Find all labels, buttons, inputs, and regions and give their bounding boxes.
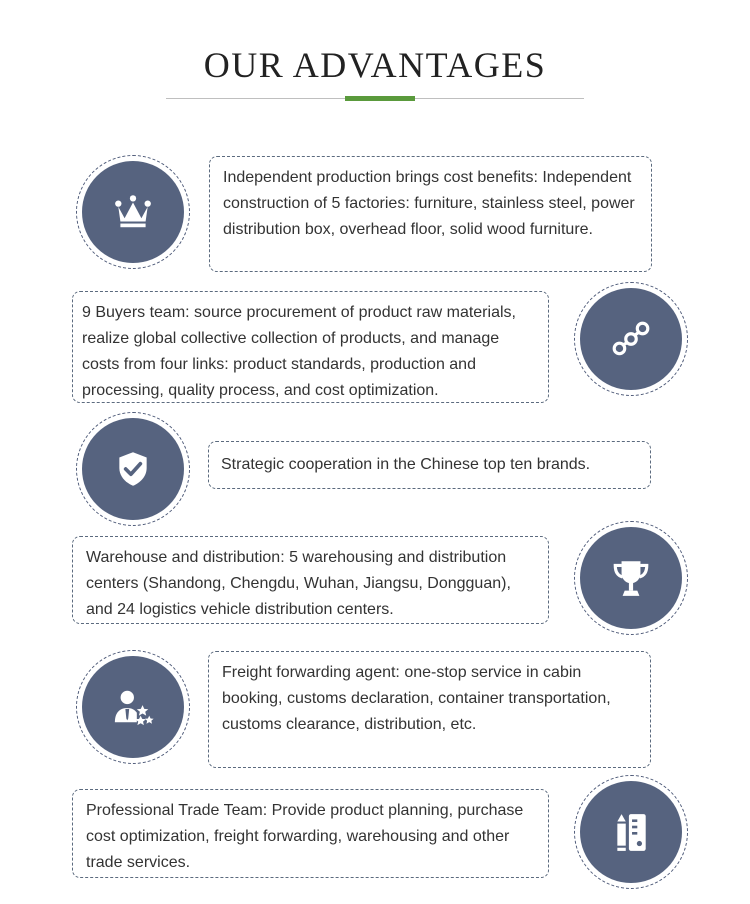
advantage-2-text: 9 Buyers team: source procurement of product raw materials, realize global collective collection of products, and manage costs from four links: product standards, production and processing, quality process, and cost optimization. — [72, 291, 549, 403]
documents-icon — [610, 811, 652, 853]
shield-check-icon — [112, 448, 154, 490]
advantage-5-text: Freight forwarding agent: one-stop service in cabin booking, customs declaration, container transportation, customs clearance, distribution, etc. — [208, 651, 651, 768]
agent-stars-icon — [112, 686, 154, 728]
advantage-3-badge — [76, 412, 190, 526]
advantage-4-badge — [574, 521, 688, 635]
advantage-6-text: Professional Trade Team: Provide product planning, purchase cost optimization, freight forwarding, warehousing and other trade services. — [72, 789, 549, 878]
crown-icon — [112, 191, 154, 233]
advantage-4-text: Warehouse and distribution: 5 warehousing and distribution centers (Shandong, Chengdu, Wuhan, Jiangsu, Dongguan), and 24 logistics vehicle distribution centers. — [72, 536, 549, 624]
page-title: OUR ADVANTAGES — [203, 45, 547, 85]
nodes-icon — [610, 318, 652, 360]
advantage-3-text: Strategic cooperation in the Chinese top ten brands. — [208, 441, 651, 489]
advantage-2-badge — [574, 282, 688, 396]
advantage-5-badge — [76, 650, 190, 764]
advantage-6-badge — [574, 775, 688, 889]
title-accent-bar — [345, 96, 415, 101]
advantage-1-badge — [76, 155, 190, 269]
trophy-icon — [610, 557, 652, 599]
advantage-1-text: Independent production brings cost benefits: Independent construction of 5 factories: furniture, stainless steel, power distribution box, overhead floor, solid wood furniture. — [209, 156, 652, 272]
